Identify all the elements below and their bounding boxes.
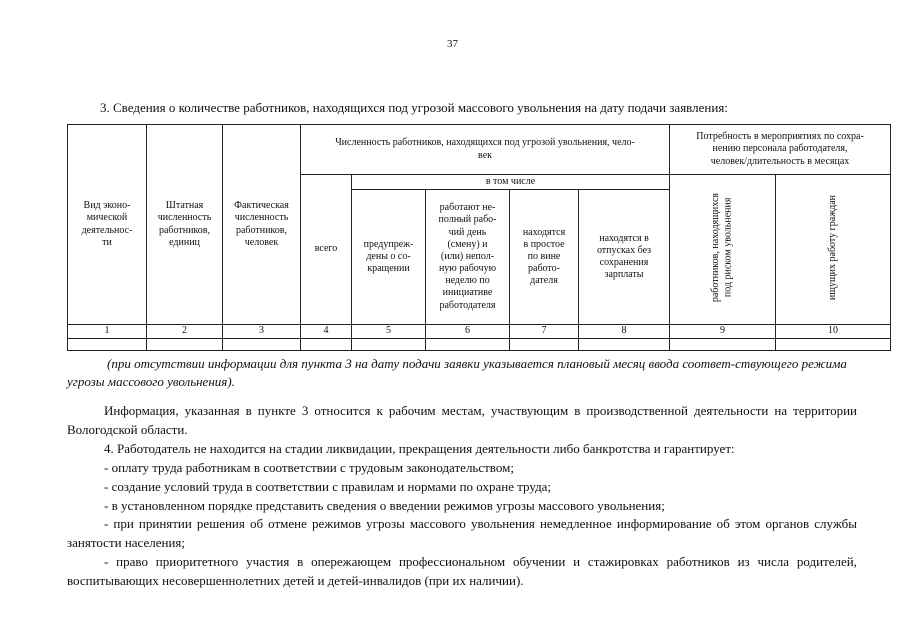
empty-cell[interactable] — [670, 339, 776, 351]
header-at-risk-cell — [670, 175, 776, 325]
empty-cell[interactable] — [301, 339, 352, 351]
empty-cell[interactable] — [352, 339, 426, 351]
section-title: 3. Сведения о количестве работников, находящихся под угрозой массового увольнения на дату подачи заявления: — [100, 100, 728, 115]
guarantee-item: - право приоритетного участия в опережающем профессиональном обучении и стажировках работников из числа родителей, воспитывающих несовершеннолетних детей и детей-инвалидов (при их наличии). — [67, 554, 857, 588]
header-actual-count: Фактическая численность работников, человек — [223, 125, 301, 325]
header-threatened-group: Численность работников, находящихся под угрозой увольнения, чело- век — [301, 125, 670, 175]
guarantee-item: - в установленном порядке представить сведения о введении режимов угрозы массового увольнения; — [104, 497, 665, 513]
header-including: в том числе — [352, 175, 670, 190]
empty-cell[interactable] — [776, 339, 891, 351]
page-number: 37 — [447, 38, 458, 50]
header-unpaid-leave: находятся в отпусках без сохранения зарплаты — [579, 190, 670, 325]
col-number: 3 — [223, 325, 301, 339]
empty-cell[interactable] — [510, 339, 579, 351]
info-paragraph: Информация, указанная в пункте 3 относится к рабочим местам, участвующим в производственной деятельности на территории Вологодской области. — [67, 403, 857, 437]
header-downtime: находятся в простое по вине работо- дателя — [510, 190, 579, 325]
guarantee-item: - при принятии решения об отмене режимов угрозы массового увольнения немедленное информирование об этом органов службы занятости населения; — [67, 516, 857, 551]
empty-cell[interactable] — [147, 339, 223, 351]
empty-cell[interactable] — [68, 339, 147, 351]
col-number: 7 — [510, 325, 579, 339]
col-number: 5 — [352, 325, 426, 339]
empty-cell[interactable] — [579, 339, 670, 351]
col-number: 1 — [68, 325, 147, 339]
col-number: 6 — [426, 325, 510, 339]
header-part-time: работают не- полный рабо- чий день (смену) и (или) непол- ную рабочую неделю по инициативе работодателя — [426, 190, 510, 325]
col-number: 9 — [670, 325, 776, 339]
header-job-seekers: ищущих работу граждан — [826, 194, 838, 300]
guarantee-item: - оплату труда работникам в соответствии с трудовым законодательством; — [104, 459, 514, 475]
empty-cell[interactable] — [426, 339, 510, 351]
table-row — [68, 339, 891, 351]
col-number: 2 — [147, 325, 223, 339]
header-staff-count: Штатная численность работников, единиц — [147, 125, 223, 325]
header-total: всего — [301, 175, 352, 325]
section-4 — [67, 440, 857, 591]
header-need-group: Потребность в мероприятиях по сохра- нению персонала работодателя, человек/длительность в месяцах — [670, 125, 891, 175]
header-job-seekers-cell — [776, 175, 891, 325]
header-activity-type: Вид эконо- мической деятельнос- ти — [68, 125, 147, 325]
italic-note: (при отсутствии информации для пункта 3 на дату подачи заявки указывается плановый месяц ввода соответ-ствующего режима угрозы массового увольнения). — [67, 356, 847, 390]
guarantee-item: - создание условий труда в соответствии с правилам и нормами по охране труда; — [104, 478, 552, 494]
col-number: 10 — [776, 325, 891, 339]
header-at-risk: работников, находящихся под риском увольнения — [710, 192, 734, 302]
col-number: 4 — [301, 325, 352, 339]
header-warned: предупреж- дены о со- кращении — [352, 190, 426, 325]
empty-cell[interactable] — [223, 339, 301, 351]
col-number: 8 — [579, 325, 670, 339]
section-4-heading: 4. Работодатель не находится на стадии ликвидации, прекращения деятельности либо банкротства и гарантирует: — [104, 441, 735, 456]
employees-table — [67, 124, 891, 351]
